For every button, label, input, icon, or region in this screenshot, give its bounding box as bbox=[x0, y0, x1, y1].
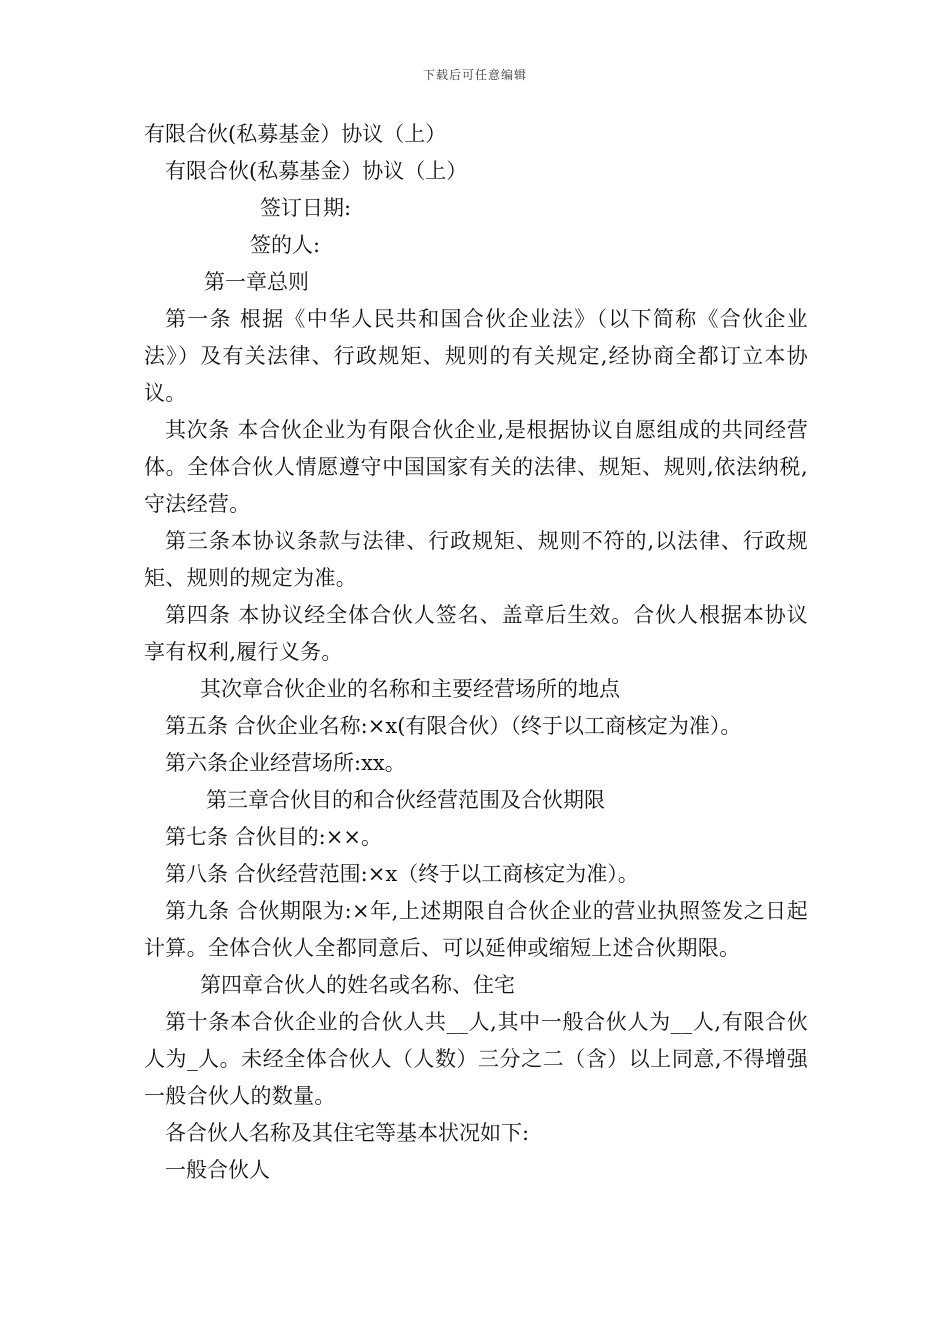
article-7: 第七条 合伙目的:××。 bbox=[165, 825, 382, 849]
sign-date-label: 签订日期: bbox=[260, 196, 352, 220]
chapter-2-heading: 其次章合伙企业的名称和主要经营场所的地点 bbox=[200, 677, 620, 701]
chapter-4-heading: 第四章合伙人的姓名或名称、住宅 bbox=[200, 973, 515, 997]
article-9: 第九条 合伙期限为:×年,上述期限自合伙企业的营业执照签发之日起计算。全体合伙人全都同意后、可以延伸或缩短上述合伙期限。 bbox=[144, 899, 808, 960]
document-subtitle: 有限合伙(私募基金）协议（上） bbox=[165, 159, 468, 183]
article-1: 第一条 根据《中华人民共和国合伙企业法》（以下简称《合伙企业法》）及有关法律、行政规矩、规则的有关规定,经协商全都订立本协议。 bbox=[144, 307, 808, 405]
chapter-3-heading: 第三章合伙目的和合伙经营范围及合伙期限 bbox=[206, 788, 605, 812]
article-10: 第十条本合伙企业的合伙人共__人,其中一般合伙人为__人,有限合伙人为_人。未经全体合伙人（人数）三分之二（含）以上同意,不得增强一般合伙人的数量。 bbox=[144, 1010, 808, 1108]
page-header-note: 下载后可任意编辑 bbox=[422, 68, 527, 82]
article-6: 第六条企业经营场所:xx。 bbox=[165, 751, 406, 775]
partners-intro: 各合伙人名称及其住宅等基本状况如下: bbox=[165, 1121, 530, 1145]
signer-label: 签的人: bbox=[250, 233, 321, 257]
article-4: 第四条 本协议经全体合伙人签名、盖章后生效。合伙人根据本协议享有权利,履行义务。 bbox=[144, 603, 808, 664]
general-partner-heading: 一般合伙人 bbox=[165, 1158, 270, 1182]
article-2: 其次条 本合伙企业为有限合伙企业,是根据协议自愿组成的共同经营体。全体合伙人情愿遵守中国国家有关的法律、规矩、规则,依法纳税,守法经营。 bbox=[144, 418, 808, 516]
article-3: 第三条本协议条款与法律、行政规矩、规则不符的,以法律、行政规矩、规则的规定为准。 bbox=[144, 529, 808, 590]
document-body bbox=[144, 116, 808, 1189]
chapter-1-heading: 第一章总则 bbox=[204, 270, 309, 294]
article-5: 第五条 合伙企业名称:×x(有限合伙）（终于以工商核定为准）。 bbox=[165, 714, 742, 738]
article-8: 第八条 合伙经营范围:×x（终于以工商核定为准）。 bbox=[165, 862, 639, 886]
document-title: 有限合伙(私募基金）协议（上） bbox=[144, 122, 447, 146]
